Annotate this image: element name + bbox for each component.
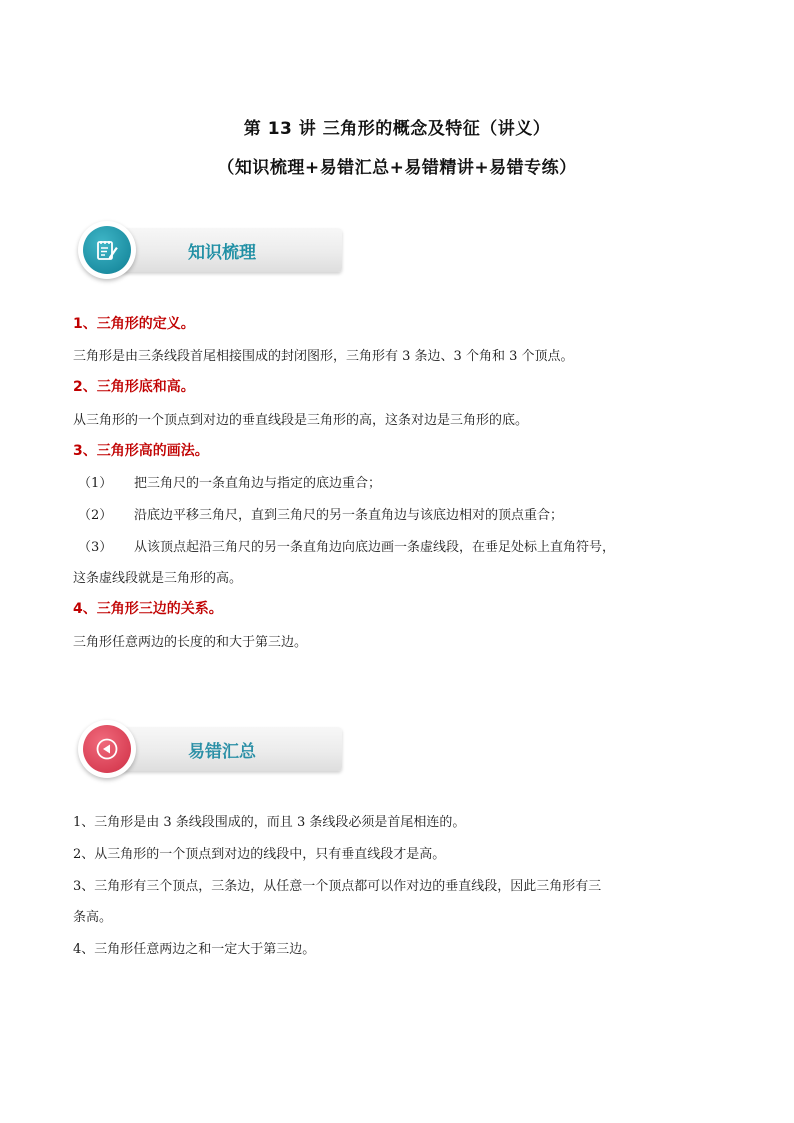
banner-label: 易错汇总 bbox=[188, 742, 256, 762]
draw-step-2 bbox=[78, 504, 563, 523]
mistake-item-4: 4、三角形任意两边之和一定大于第三边。 bbox=[73, 942, 316, 957]
banner-label: 知识梳理 bbox=[188, 243, 256, 263]
step-number: （3） bbox=[78, 540, 113, 555]
document-subtitle: （知识梳理+易错汇总+易错精讲+易错专练） bbox=[217, 158, 577, 178]
mistake-item-2: 2、从三角形的一个顶点到对边的线段中，只有垂直线段才是高。 bbox=[73, 847, 446, 862]
draw-step-3-continued: 这条虚线段就是三角形的高。 bbox=[73, 571, 243, 586]
notepad-pencil-icon bbox=[95, 238, 119, 262]
draw-step-1 bbox=[78, 472, 381, 491]
mistake-item-3: 3、三角形有三个顶点，三条边，从任意一个顶点都可以作对边的垂直线段，因此三角形有三 bbox=[73, 879, 602, 894]
base-height-text: 从三角形的一个顶点到对边的垂直线段是三角形的高，这条对边是三角形的底。 bbox=[73, 413, 529, 428]
step-text: 把三角尺的一条直角边与指定的底边重合； bbox=[134, 476, 382, 491]
step-text: 沿底边平移三角尺，直到三角尺的另一条直角边与该底边相对的顶点重合； bbox=[134, 508, 564, 523]
document-title: 第 13 讲 三角形的概念及特征（讲义） bbox=[243, 119, 551, 139]
play-back-icon bbox=[95, 737, 119, 761]
section-heading-base-height: 2、三角形底和高。 bbox=[73, 379, 195, 395]
section-heading-definition: 1、三角形的定义。 bbox=[73, 316, 195, 332]
banner-icon-badge bbox=[78, 720, 136, 778]
step-number: （2） bbox=[78, 508, 113, 523]
mistake-item-3-continued: 条高。 bbox=[73, 910, 113, 925]
knowledge-section-banner bbox=[78, 225, 342, 275]
banner-icon-badge bbox=[78, 221, 136, 279]
step-text: 从该顶点起沿三角尺的另一条直角边向底边画一条虚线段，在垂足处标上直角符号， bbox=[134, 540, 616, 555]
mistakes-section-banner bbox=[78, 724, 342, 774]
step-number: （1） bbox=[78, 476, 113, 491]
section-heading-draw-height: 3、三角形高的画法。 bbox=[73, 443, 209, 459]
definition-text: 三角形是由三条线段首尾相接围成的封闭图形，三角形有 3 条边、3 个角和 3 个顶点。 bbox=[73, 349, 574, 364]
draw-step-3 bbox=[78, 536, 615, 555]
side-relation-text: 三角形任意两边的长度的和大于第三边。 bbox=[73, 635, 308, 650]
mistake-item-1: 1、三角形是由 3 条线段围成的，而且 3 条线段必须是首尾相连的。 bbox=[73, 815, 466, 830]
section-heading-side-relation: 4、三角形三边的关系。 bbox=[73, 601, 223, 617]
